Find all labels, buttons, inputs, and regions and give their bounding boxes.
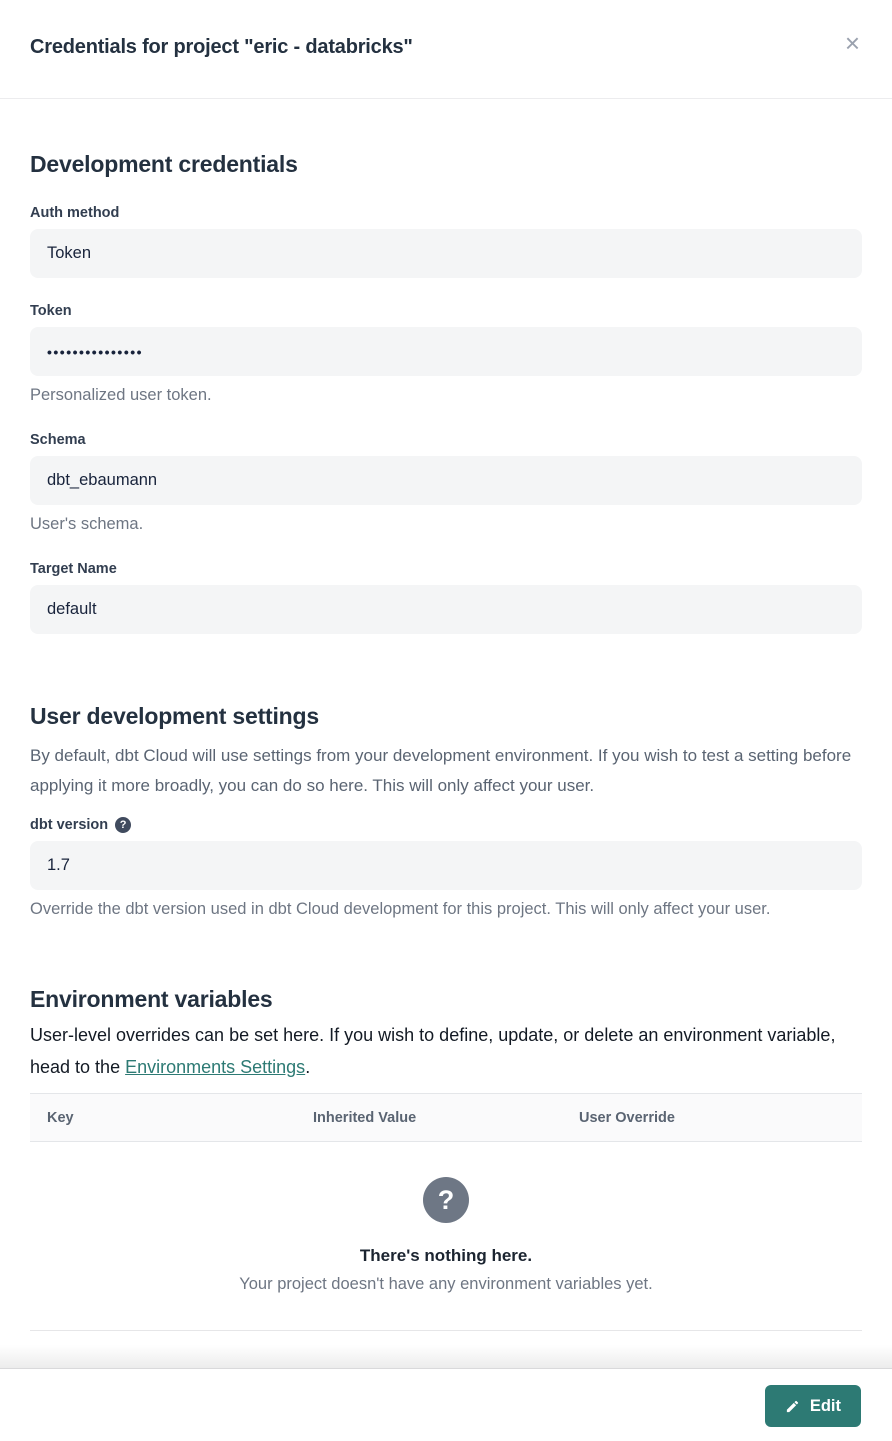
- schema-label: Schema: [30, 432, 86, 448]
- dbt-version-input[interactable]: [30, 841, 862, 890]
- environment-variables-description: [30, 1019, 862, 1083]
- schema-input[interactable]: [30, 456, 862, 505]
- help-icon[interactable]: ?: [115, 817, 131, 833]
- dbt-version-helper-text: Override the dbt version used in dbt Cloud development for this project. This will only affect your user.: [30, 900, 771, 918]
- env-var-empty-state: [30, 1177, 862, 1294]
- modal-title: Credentials for project "eric - databricks": [30, 36, 413, 58]
- environments-settings-link[interactable]: Environments Settings: [125, 1057, 306, 1077]
- modal-footer: [0, 1369, 892, 1441]
- edit-button-label: Edit: [809, 1396, 841, 1415]
- env-description-period: .: [305, 1057, 311, 1077]
- token-helper-text: Personalized user token.: [30, 386, 212, 404]
- target-name-input[interactable]: [30, 585, 862, 634]
- env-var-table-header: [30, 1093, 862, 1142]
- user-development-settings-description: By default, dbt Cloud will use settings from your development environment. If you wish to test a setting before applying it more broadly, you can do so here. This will only affect your user.: [30, 746, 852, 795]
- section-divider: [30, 1330, 862, 1331]
- column-header-user-override: User Override: [579, 1109, 675, 1126]
- close-icon: ×: [844, 28, 860, 58]
- question-mark-icon: ?: [423, 1177, 469, 1223]
- pencil-icon: [785, 1399, 800, 1414]
- token-input[interactable]: [30, 327, 862, 376]
- development-credentials-heading: Development credentials: [30, 151, 298, 177]
- modal-header: [0, 0, 892, 99]
- empty-state-subtitle: Your project doesn't have any environment variables yet.: [239, 1275, 653, 1293]
- close-button[interactable]: [843, 28, 862, 58]
- section-user-development-settings: [30, 703, 862, 919]
- dbt-version-label-row: [30, 817, 862, 833]
- column-header-inherited-value: Inherited Value: [313, 1109, 417, 1126]
- env-description-text: User-level overrides can be set here. If you wish to define, update, or delete an environment variable, head to the: [30, 1025, 836, 1077]
- auth-method-input[interactable]: [30, 229, 862, 278]
- user-development-settings-heading: User development settings: [30, 703, 319, 729]
- section-development-credentials: [30, 151, 862, 634]
- column-header-key: Key: [47, 1109, 74, 1126]
- empty-state-title: There's nothing here.: [359, 1246, 533, 1265]
- schema-helper-text: User's schema.: [30, 515, 144, 533]
- modal-body: [0, 99, 892, 1345]
- section-environment-variables: [30, 986, 862, 1331]
- target-name-label: Target Name: [30, 561, 117, 577]
- auth-method-label: Auth method: [30, 205, 120, 221]
- environment-variables-heading: Environment variables: [30, 986, 273, 1012]
- scroll-shadow: [0, 1345, 892, 1369]
- dbt-version-label: dbt version: [30, 817, 109, 833]
- edit-button[interactable]: [765, 1385, 861, 1427]
- token-label: Token: [30, 303, 72, 319]
